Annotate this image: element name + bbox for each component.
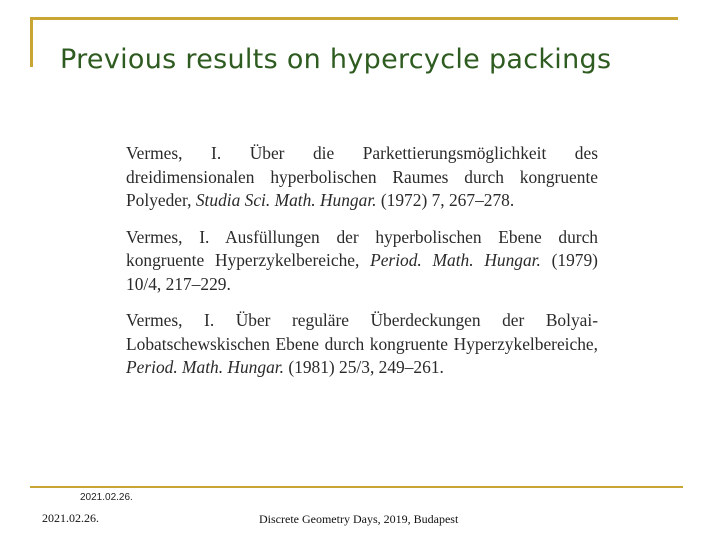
reference-title: Über reguläre Überdeckungen der Bolyai-Lobatschewskischen Ebene durch kongruente Hyperzykelbereiche, (126, 310, 598, 354)
slide-title: Previous results on hypercycle packings (60, 44, 612, 75)
reference-authors: Vermes, I. (126, 310, 215, 330)
reference-item (126, 309, 598, 380)
reference-title: Über die Parkettierungsmöglichkeit des dreidimensionalen hyperbolischen Raumes durch kongruente Polyeder, (126, 143, 598, 210)
footer-event: Discrete Geometry Days, 2019, Budapest (259, 512, 459, 526)
footer-date-small: 2021.02.26. (80, 492, 133, 503)
reference-journal: Period. Math. Hungar. (370, 250, 541, 270)
footer-divider (30, 486, 683, 488)
frame-left-line (30, 17, 33, 67)
reference-list (126, 142, 598, 393)
footer-date: 2021.02.26. (42, 511, 99, 525)
reference-authors: Vermes, I. (126, 143, 222, 163)
reference-journal: Period. Math. Hungar. (126, 357, 284, 377)
reference-details: (1972) 7, 267–278. (380, 190, 515, 210)
reference-journal: Studia Sci. Math. Hungar. (195, 190, 377, 210)
reference-item (126, 142, 598, 213)
frame-top-line (30, 17, 678, 20)
reference-details: (1979) 10/4, 217–229. (126, 250, 598, 294)
reference-title: Ausfüllungen der hyperbolischen Ebene durch kongruente Hyperzykelbereiche, (126, 226, 599, 270)
reference-authors: Vermes, I. (126, 226, 210, 247)
reference-item (126, 226, 598, 297)
reference-details: (1981) 25/3, 249–261. (288, 357, 444, 377)
